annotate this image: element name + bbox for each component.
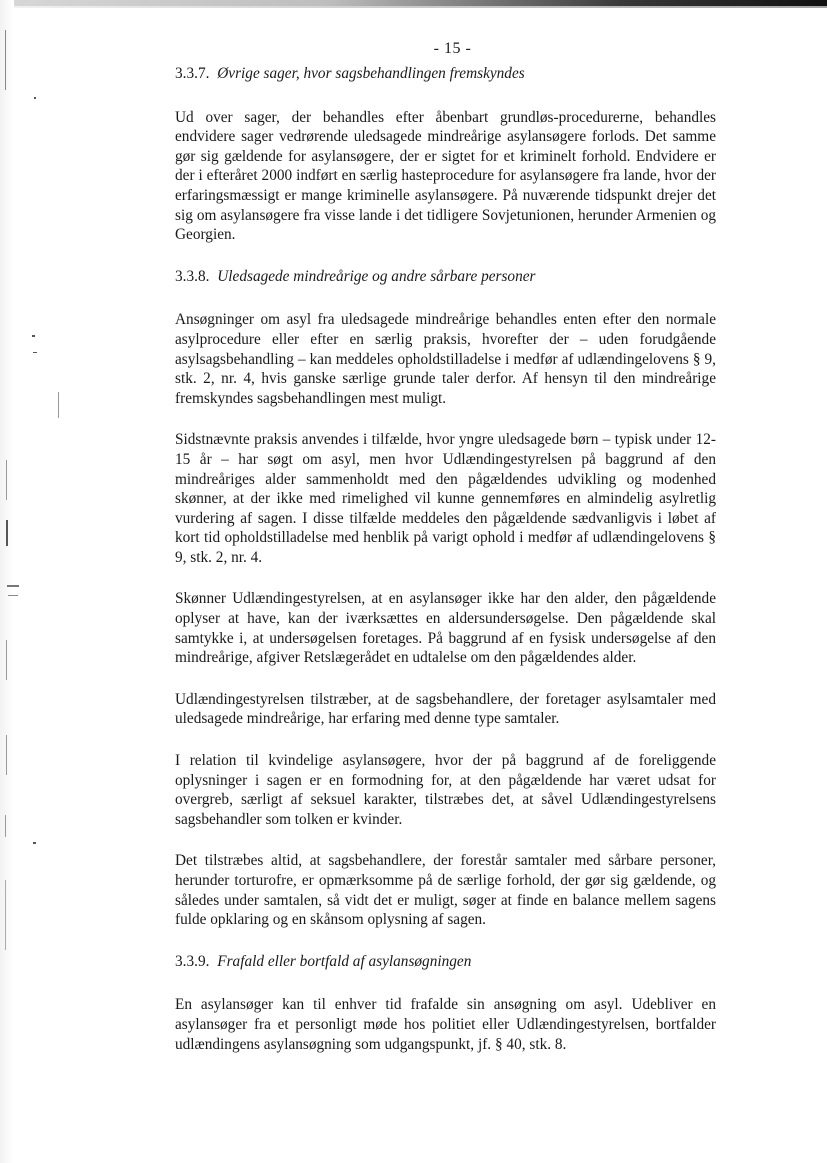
scan-speck bbox=[5, 815, 6, 837]
page-number: - 15 - bbox=[433, 40, 472, 57]
paragraph: Udlændingestyrelsen tilstræber, at de sagsbehandlere, der foretager asylsamtaler med uledsagede mindreårige, har erfaring med denne type samtaler. bbox=[175, 690, 716, 728]
scan-speck bbox=[5, 880, 6, 950]
section-title: Øvrige sager, hvor sagsbehandlingen fremskyndes bbox=[217, 65, 525, 82]
paragraph: Skønner Udlændingestyrelsen, at en asylansøger ikke har den alder, den pågældende oplyser at have, kan der iværksættes en aldersundersøgelse. Den pågældende skal samtykke i, at undersøgelsen foretages. På baggrund af en fysisk undersøgelse af den mindreårige, afgiver Retslægerådet en udtalelse om den pågældendes alder. bbox=[175, 590, 716, 667]
paragraph: En asylansøger kan til enhver tid frafalde sin ansøgning om asyl. Udebliver en asylansøger fra et personligt møde hos politiet eller Udlændingestyrelsen, bortfalder udlændingens asylansøgning som udgangspunkt, jf. § 40, stk. 8. bbox=[175, 996, 716, 1053]
scan-speck bbox=[6, 735, 7, 775]
document-body bbox=[175, 64, 716, 1054]
section-title: Frafald eller bortfald af asylansøgningen bbox=[217, 952, 472, 970]
section-number: 3.3.9. bbox=[175, 952, 210, 970]
section-heading bbox=[175, 64, 716, 84]
paragraph: Det tilstræbes altid, at sagsbehandlere, der forestår samtaler med sårbare personer, herunder torturofre, er opmærksomme på de særlige forhold, der gør sig gældende, og således under samtalen, så vidt det er muligt, søger at finde en balance mellem sagens fulde opklaring og en skånsom oplysning af sagen. bbox=[175, 852, 716, 929]
section-heading bbox=[175, 952, 716, 972]
scan-speck bbox=[34, 97, 36, 99]
scan-speck bbox=[33, 352, 37, 353]
paragraph: Ansøgninger om asyl fra uledsagede mindreårige behandles enten efter den normale asylprocedure eller efter en særlig praksis, hvorefter der – uden forudgående asylsagsbehandling – kan meddeles opholdstilladelse i medfør af udlændingelovens § 9, stk. 2, nr. 4, hvis ganske særlige grunde taler derfor. Af hensyn til den mindreårige fremskyndes sagsbehandlingen mest muligt. bbox=[175, 311, 716, 407]
scan-speck bbox=[8, 595, 18, 596]
paragraph: Sidstnævnte praksis anvendes i tilfælde, hvor yngre uledsagede børn – typisk under 12-15 år – har søgt om asyl, men hvor Udlændingestyrelsen på baggrund af den mindreåriges alder sammenholdt med den pågældendes udvikling og modenhed skønner, at der ikke med rimelighed vil kunne gennemføres en almindelig asylretlig vurdering af sagen. I disse tilfælde meddeles den pågældende sædvanligvis i løbet af kort tid opholdstilladelse med henblik på varigt ophold i medfør af udlændingelovens § 9, stk. 2, nr. 4. bbox=[175, 431, 716, 566]
section-number: 3.3.7. bbox=[175, 65, 210, 82]
section-heading bbox=[175, 267, 716, 287]
scan-speck bbox=[58, 392, 59, 418]
scan-speck bbox=[6, 460, 7, 500]
scan-top-edge-line bbox=[0, 6, 827, 8]
scan-left-edge bbox=[0, 0, 14, 1163]
scan-speck bbox=[32, 335, 35, 337]
paragraph: I relation til kvindelige asylansøgere, hvor der på baggrund af de foreliggende oplysninger i sagen er en formodning for, at den pågældende har været udsat for overgreb, særligt af seksuel karakter, tilstræbes det, at såvel Udlændingestyrelsens sagsbehandler som tolken er kvinder. bbox=[175, 752, 716, 828]
scan-speck bbox=[5, 30, 6, 90]
scan-speck bbox=[7, 585, 19, 587]
section-title: Uledsagede mindreårige og andre sårbare personer bbox=[217, 267, 536, 285]
scan-speck bbox=[6, 640, 7, 680]
paragraph: Ud over sager, der behandles efter åbenbart grundløs-procedurerne, behandles endvidere sager vedrørende uledsagede mindreårige asylansøgere forlods. Det samme gør sig gældende for asylansøgere, der er sigtet for et kriminelt forhold. Endvidere er der i efteråret 2000 indført en særlig hasteprocedure for asylansøgere fra lande, hvor der erfaringsmæssigt er mange kriminelle asylansøgere. På nuværende tidspunkt drejer det sig om asylansøgere fra visse lande i det tidligere Sovjetunionen, herunder Armenien og Georgien. bbox=[175, 108, 716, 244]
scan-speck bbox=[33, 842, 36, 844]
scan-speck bbox=[6, 520, 8, 546]
section-number: 3.3.8. bbox=[175, 267, 210, 285]
